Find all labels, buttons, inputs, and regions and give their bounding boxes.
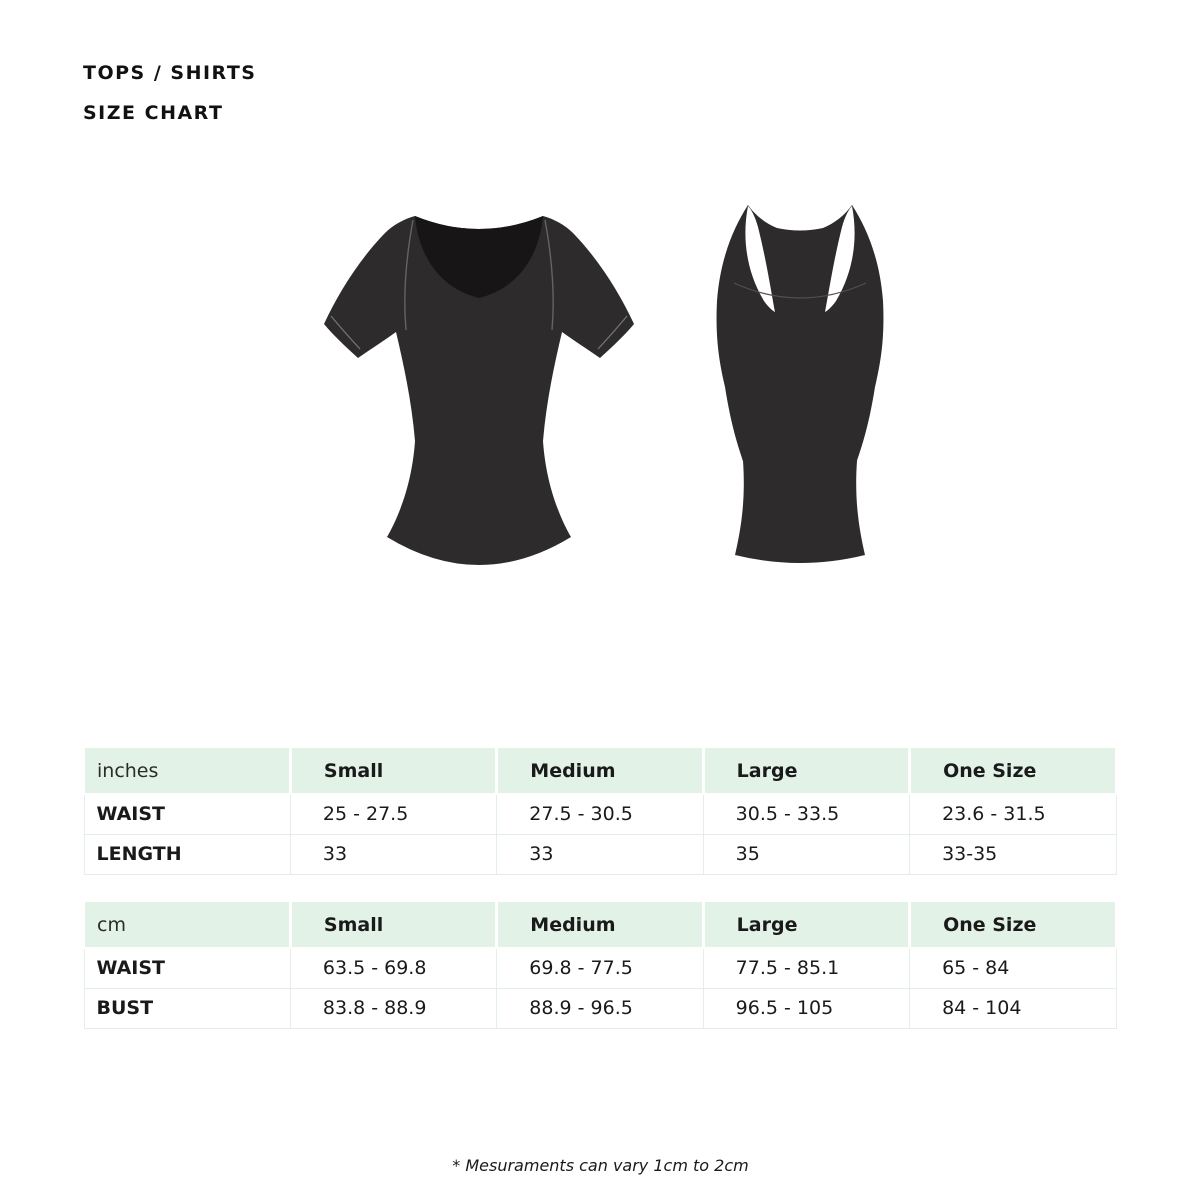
table-row <box>84 948 1116 988</box>
size-value: 63.5 - 69.8 <box>290 948 496 988</box>
size-value: 69.8 - 77.5 <box>497 948 703 988</box>
size-value: 23.6 - 31.5 <box>910 794 1116 834</box>
size-value: 88.9 - 96.5 <box>497 988 703 1028</box>
size-value: 33 <box>497 834 703 874</box>
row-label-length: LENGTH <box>84 834 290 874</box>
size-table-cm <box>83 900 1117 1029</box>
row-label-bust: BUST <box>84 988 290 1028</box>
size-value: 35 <box>703 834 909 874</box>
size-value: 83.8 - 88.9 <box>290 988 496 1028</box>
measurement-footnote: * Mesuraments can vary 1cm to 2cm <box>452 1156 749 1175</box>
size-value: 33 <box>290 834 496 874</box>
table-row <box>84 988 1116 1028</box>
size-value: 27.5 - 30.5 <box>497 794 703 834</box>
column-header-medium: Medium <box>497 747 703 794</box>
size-value: 33-35 <box>910 834 1116 874</box>
size-value: 84 - 104 <box>910 988 1116 1028</box>
size-value: 77.5 - 85.1 <box>703 948 909 988</box>
page-subtitle: SIZE CHART <box>83 102 224 124</box>
tanktop-illustration <box>711 203 889 569</box>
tshirt-illustration <box>317 198 641 570</box>
size-value: 30.5 - 33.5 <box>703 794 909 834</box>
inches-table-container <box>83 746 1117 875</box>
size-value: 65 - 84 <box>910 948 1116 988</box>
column-header-one-size: One Size <box>910 901 1116 948</box>
tanktop-body-shape <box>717 205 884 563</box>
row-label-waist: WAIST <box>84 948 290 988</box>
size-value: 96.5 - 105 <box>703 988 909 1028</box>
unit-label: cm <box>84 901 290 948</box>
column-header-medium: Medium <box>497 901 703 948</box>
unit-label: inches <box>84 747 290 794</box>
size-value: 25 - 27.5 <box>290 794 496 834</box>
row-label-waist: WAIST <box>84 794 290 834</box>
column-header-large: Large <box>703 747 909 794</box>
table-row <box>84 794 1116 834</box>
table-header-row <box>84 901 1116 948</box>
cm-table-container <box>83 900 1117 1029</box>
size-table-inches <box>83 746 1117 875</box>
column-header-small: Small <box>290 747 496 794</box>
column-header-large: Large <box>703 901 909 948</box>
column-header-one-size: One Size <box>910 747 1116 794</box>
table-header-row <box>84 747 1116 794</box>
page-title: TOPS / SHIRTS <box>83 62 257 84</box>
column-header-small: Small <box>290 901 496 948</box>
table-row <box>84 834 1116 874</box>
